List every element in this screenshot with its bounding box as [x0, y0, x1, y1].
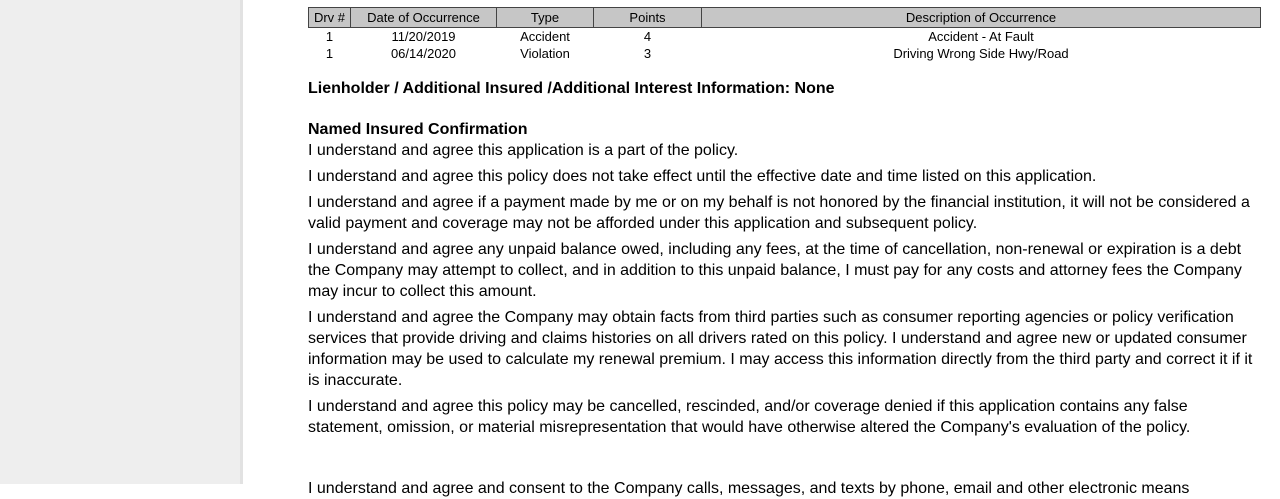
cell-date: 11/20/2019 — [391, 29, 456, 44]
cell-drv: 1 — [325, 29, 334, 44]
cell-points: 4 — [643, 29, 652, 44]
confirmation-paragraph: I understand and agree this policy does not take effect until the effective date and time listed on this application. — [308, 168, 1097, 185]
cell-type: Accident — [520, 29, 570, 44]
confirmation-paragraph: I understand and agree the Company may obtain facts from third parties such as consumer reporting agencies or policy verification services that provide driving and claims histories on all drivers rated on this policy. I understand and agree new or updated consumer information may be used to calculate my renewal premium. I may access this information directly from the third party and correct it if it is inaccurate. — [308, 309, 1253, 389]
header-drv: Drv # — [309, 8, 351, 28]
confirmation-heading: Named Insured Confirmation — [308, 121, 528, 138]
table-header-row — [309, 8, 1261, 28]
header-type: Type — [497, 8, 594, 28]
confirmation-paragraph: I understand and agree this policy may be cancelled, rescinded, and/or coverage denied if this application contains any false statement, omission, or material misrepresentation that would have otherwise altered the Company's evaluation of the policy. — [308, 398, 1191, 436]
lienholder-heading: Lienholder / Additional Insured /Additional Interest Information: None — [308, 80, 835, 97]
confirmation-paragraph: I understand and agree any unpaid balance owed, including any fees, at the time of cancellation, non-renewal or expiration is a debt the Company may attempt to collect, and in addition to this unpaid balance, I must pay for any costs and attorney fees the Company may incur to collect this amount. — [308, 241, 1242, 300]
cell-date: 06/14/2020 — [390, 46, 457, 61]
header-points: Points — [594, 8, 702, 28]
cell-points: 3 — [643, 46, 652, 61]
header-description: Description of Occurrence — [702, 8, 1261, 28]
confirmation-paragraph: I understand and agree this application is a part of the policy. — [308, 142, 739, 159]
confirmation-paragraph: I understand and agree if a payment made by me or on my behalf is not honored by the financial institution, it will not be considered a valid payment and coverage may not be afforded under this application and subsequent policy. — [308, 194, 1250, 232]
table-row — [309, 45, 1261, 62]
cell-description: Driving Wrong Side Hwy/Road — [893, 46, 1069, 61]
cell-type: Violation — [520, 46, 570, 61]
page-content — [308, 7, 1264, 443]
cutoff-paragraph: I understand and agree and consent to the Company calls, messages, and texts by phone, email and other electronic means — [308, 480, 1190, 497]
occurrence-table — [308, 7, 1261, 62]
table-row — [309, 28, 1261, 46]
viewer-gutter — [0, 0, 243, 484]
cell-drv: 1 — [325, 46, 334, 61]
header-date: Date of Occurrence — [351, 8, 497, 28]
document-page[interactable] — [246, 0, 1280, 497]
cell-description: Accident - At Fault — [928, 29, 1034, 44]
